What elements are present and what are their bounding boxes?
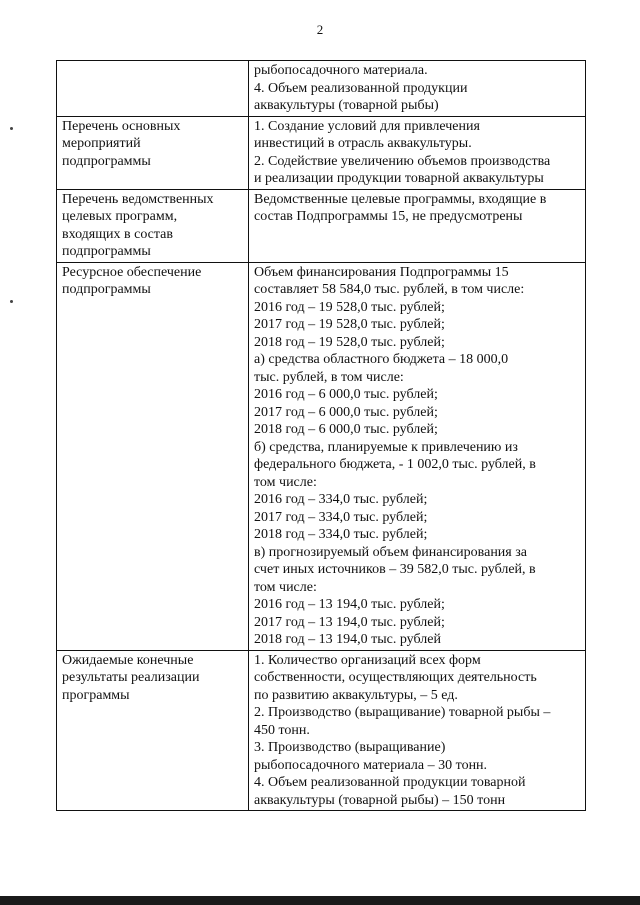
content-line: Объем финансирования Подпрограммы 15 [254, 264, 509, 280]
content-line: 2018 год – 334,0 тыс. рублей; [254, 527, 428, 542]
label-line: Ресурсное обеспечение [62, 264, 202, 280]
label-line: подпрограммы [62, 153, 151, 169]
content-line: тыс. рублей, в том числе: [254, 369, 404, 385]
content-line: 2017 год – 334,0 тыс. рублей; [254, 509, 428, 525]
subprogram-passport-table [56, 60, 586, 811]
content-line: состав Подпрограммы 15, не предусмотрены [254, 209, 523, 224]
label-line: программы [62, 687, 130, 703]
content-line: и реализации продукции товарной аквакультуры [254, 171, 544, 186]
content-line: 2018 год – 6 000,0 тыс. рублей; [254, 422, 438, 437]
content-line: 2. Содействие увеличению объемов производства [254, 153, 551, 169]
passport-row [57, 262, 586, 650]
label-line: подпрограммы [62, 244, 151, 259]
passport-row-content [249, 189, 586, 262]
content-line: 2017 год – 19 528,0 тыс. рублей; [254, 317, 445, 332]
content-line: 2016 год – 334,0 тыс. рублей; [254, 492, 428, 507]
passport-row-label [57, 262, 249, 650]
passport-row-label [57, 650, 249, 811]
label-line: входящих в состав [62, 226, 174, 242]
label-line: подпрограммы [62, 282, 151, 297]
page-number: 2 [316, 22, 324, 37]
scan-bottom-edge [0, 896, 640, 905]
content-line: том числе: [254, 474, 317, 490]
passport-row [57, 116, 586, 189]
passport-table-body [57, 61, 586, 811]
content-line: б) средства, планируемые к привлечению из [254, 439, 518, 455]
label-line: целевых программ, [62, 209, 178, 224]
label-line: мероприятий [62, 136, 141, 151]
content-line: 2016 год – 19 528,0 тыс. рублей; [254, 299, 445, 315]
label-line: результаты реализации [62, 670, 200, 685]
content-line: аквакультуры (товарной рыбы) – 150 тонн [254, 792, 506, 808]
content-line: собственности, осуществляющих деятельность [254, 670, 537, 685]
margin-mark [10, 300, 13, 303]
passport-row-content [249, 116, 586, 189]
content-line: рыбопосадочного материала – 30 тонн. [254, 757, 488, 773]
passport-row-label [57, 61, 249, 117]
content-line: составляет 58 584,0 тыс. рублей, в том числе: [254, 282, 525, 297]
content-line: федерального бюджета, - 1 002,0 тыс. рублей, в [254, 457, 536, 472]
content-line: аквакультуры (товарной рыбы) [254, 98, 439, 113]
content-line: счет иных источников – 39 582,0 тыс. рублей, в [254, 562, 536, 577]
content-line: 2016 год – 6 000,0 тыс. рублей; [254, 387, 438, 402]
passport-row-content [249, 650, 586, 811]
content-line: инвестиций в отрасль аквакультуры. [254, 136, 472, 151]
passport-row-content [249, 262, 586, 650]
content-line: 4. Объем реализованной продукции товарной [254, 775, 526, 790]
content-line: рыбопосадочного материала. [254, 63, 428, 78]
content-line: а) средства областного бюджета – 18 000,0 [254, 352, 509, 367]
passport-row-content [249, 61, 586, 117]
content-line: 1. Создание условий для привлечения [254, 118, 480, 134]
content-line: 4. Объем реализованной продукции [254, 80, 468, 96]
label-line: Перечень ведомственных [62, 191, 214, 207]
content-line: по развитию аквакультуры, – 5 ед. [254, 687, 458, 703]
content-line: 1. Количество организаций всех форм [254, 652, 481, 668]
content-line: Ведомственные целевые программы, входящие в [254, 191, 547, 207]
content-line: 2017 год – 13 194,0 тыс. рублей; [254, 614, 445, 630]
content-line: 2016 год – 13 194,0 тыс. рублей; [254, 597, 445, 612]
passport-row-label [57, 189, 249, 262]
label-line: Ожидаемые конечные [62, 652, 194, 668]
content-line: 2018 год – 13 194,0 тыс. рублей [254, 632, 441, 647]
label-line: Перечень основных [62, 118, 181, 134]
content-line: 2018 год – 19 528,0 тыс. рублей; [254, 334, 445, 350]
passport-row [57, 189, 586, 262]
margin-mark [10, 127, 13, 130]
passport-row [57, 650, 586, 811]
content-line: 3. Производство (выращивание) [254, 740, 446, 755]
passport-row [57, 61, 586, 117]
passport-row-label [57, 116, 249, 189]
content-line: в) прогнозируемый объем финансирования за [254, 544, 527, 560]
content-line: 2. Производство (выращивание) товарной рыбы – [254, 705, 551, 720]
content-line: 2017 год – 6 000,0 тыс. рублей; [254, 404, 438, 420]
content-line: том числе: [254, 579, 317, 595]
content-line: 450 тонн. [254, 722, 310, 738]
